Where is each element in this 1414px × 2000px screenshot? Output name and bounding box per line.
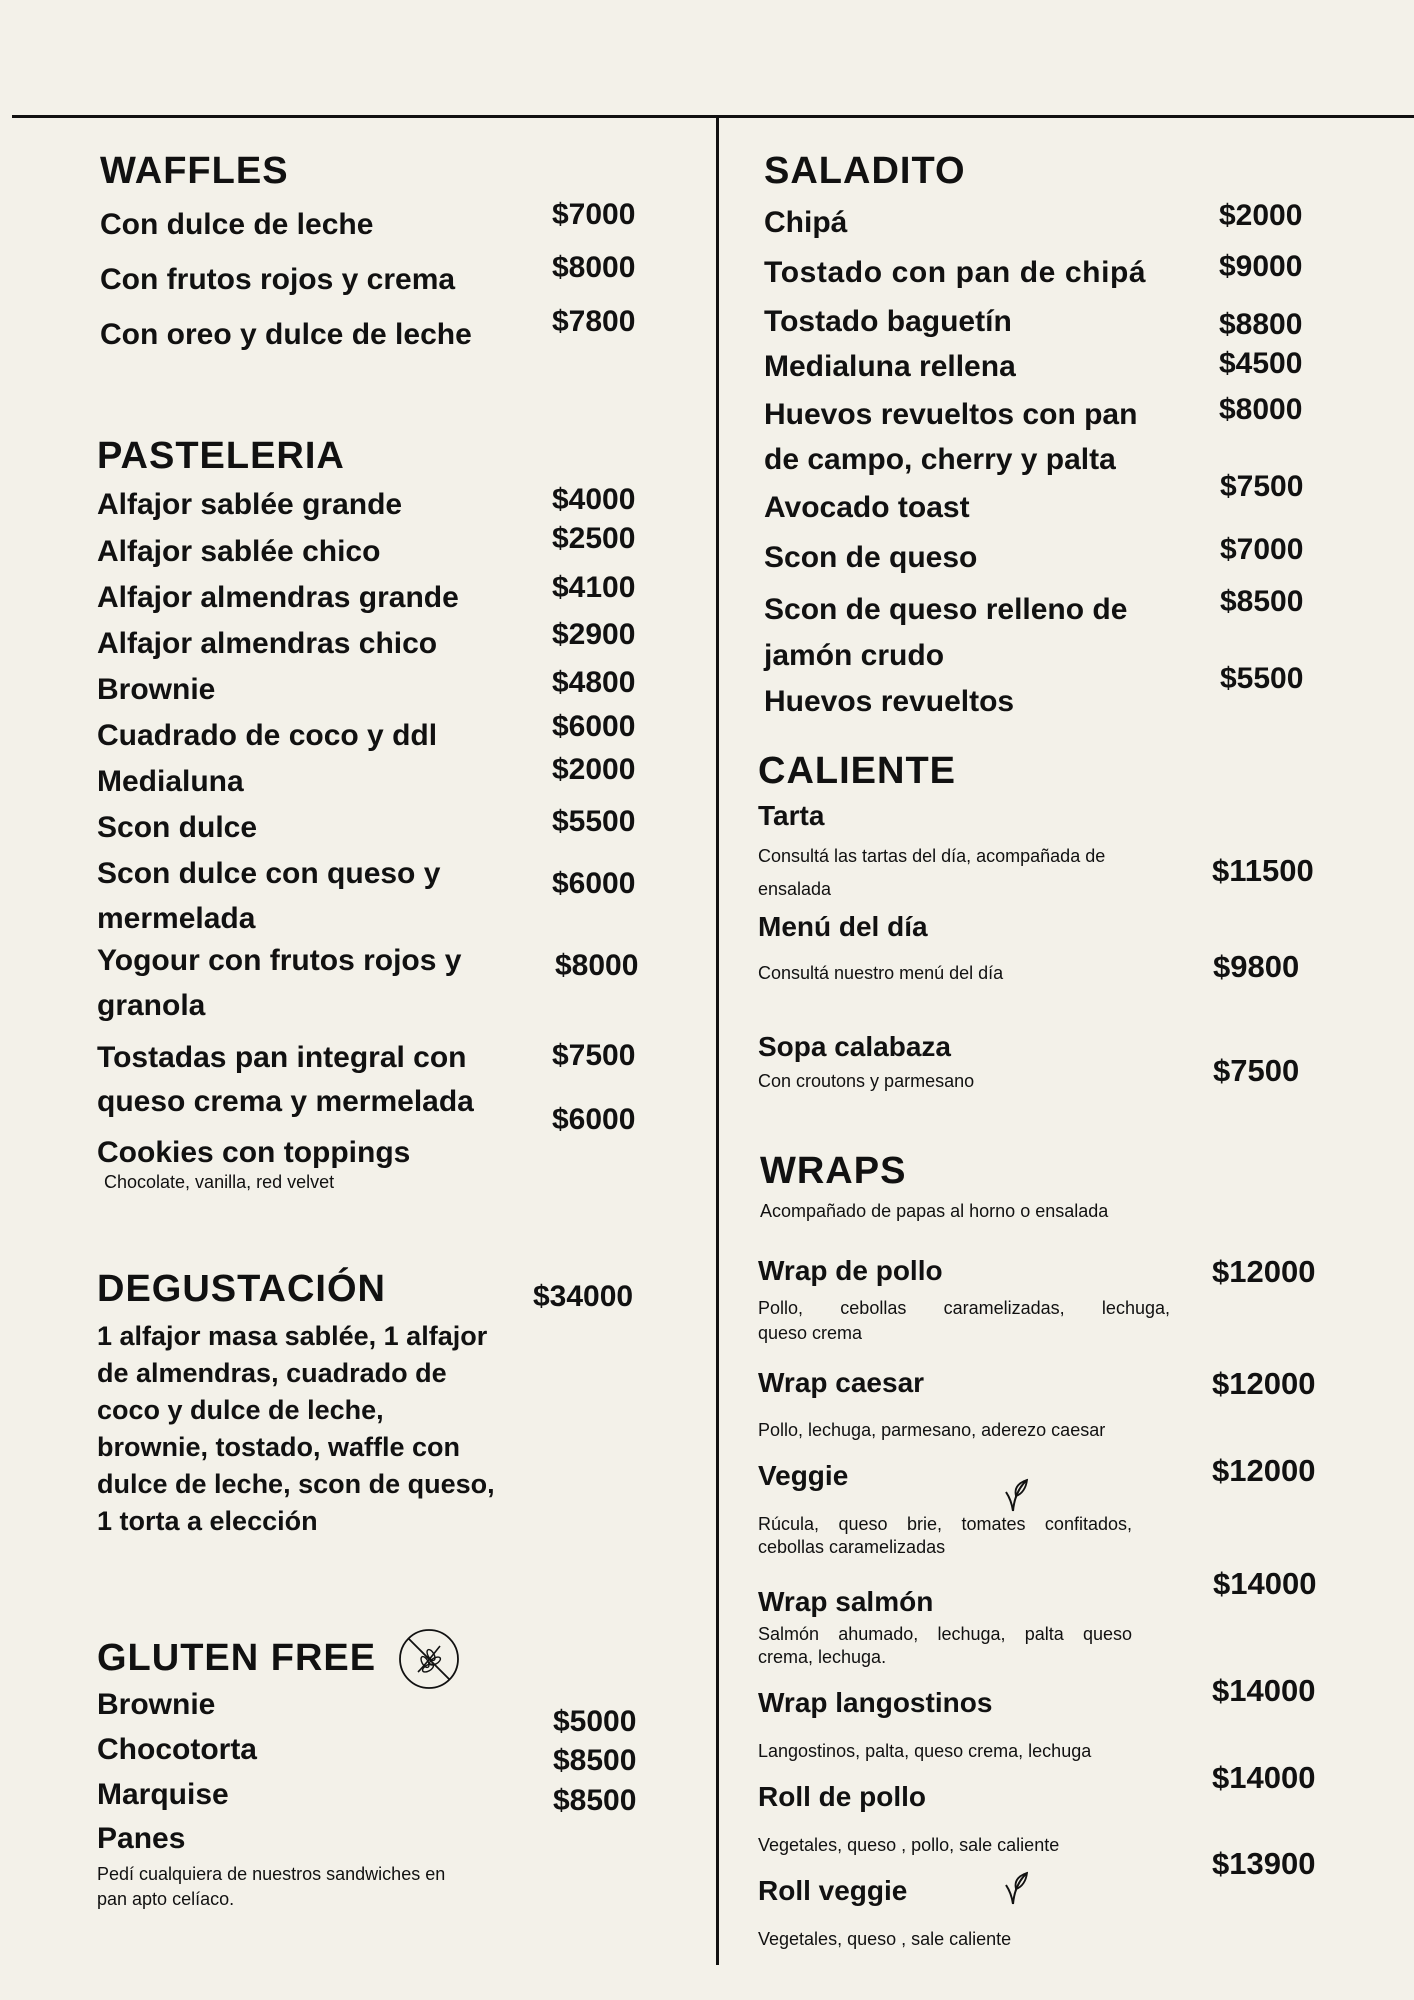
menu-item-name: Marquise — [97, 1778, 229, 1811]
menu-item-name: Panes — [97, 1822, 186, 1855]
veggie-leaf-icon — [1000, 1478, 1030, 1512]
menu-item-price: $7800 — [552, 305, 636, 338]
description-line: de almendras, cuadrado de — [97, 1358, 447, 1388]
section-subtitle: Acompañado de papas al horno o ensalada — [760, 1201, 1109, 1221]
menu-item-description: Consultá las tartas del día, acompañada de — [758, 846, 1106, 866]
menu-item-price: $2900 — [552, 618, 636, 651]
menu-item-name: Tostado baguetín — [764, 305, 1012, 338]
menu-item-name: Chocotorta — [97, 1733, 257, 1766]
description-line: 1 torta a elección — [97, 1506, 318, 1536]
menu-item-price: $8000 — [552, 251, 636, 284]
menu-item-price: $6000 — [552, 1103, 636, 1136]
degustacion-description — [97, 1318, 537, 1540]
menu-item-name: Tostado con pan de chipá — [764, 256, 1147, 289]
menu-item-price: $7500 — [1213, 1053, 1300, 1088]
menu-item-name: Medialuna rellena — [764, 350, 1016, 383]
menu-item-name: Wrap caesar — [758, 1367, 925, 1398]
veggie-leaf-icon — [1000, 1871, 1030, 1905]
menu-item-name: Cookies con toppings — [97, 1136, 411, 1169]
section-title-saladito: SALADITO — [764, 150, 966, 192]
section-title-degustacion: DEGUSTACIÓN — [97, 1268, 386, 1310]
menu-item-description: Rúcula, queso brie, tomates confitados, — [758, 1514, 1132, 1534]
menu-item-name: Avocado toast — [764, 491, 970, 524]
section-title-waffles: WAFFLES — [100, 150, 289, 192]
menu-item-price: $8000 — [1219, 393, 1303, 426]
menu-item-price: $11500 — [1212, 853, 1314, 888]
menu-item-name: Scon dulce con queso y — [97, 857, 441, 890]
menu-item-name: Con frutos rojos y crema — [100, 263, 456, 296]
menu-item-description: crema, lechuga. — [758, 1647, 887, 1667]
menu-item-price: $5500 — [1220, 662, 1304, 695]
menu-item-name: Brownie — [97, 1688, 216, 1721]
menu-item-price: $13900 — [1212, 1846, 1316, 1881]
menu-item-name: Alfajor sablée chico — [97, 535, 381, 568]
section-title-gluten-free: GLUTEN FREE — [97, 1637, 377, 1679]
menu-item-name: jamón crudo — [764, 639, 945, 672]
menu-item-name: Brownie — [97, 673, 216, 706]
top-divider — [12, 115, 1414, 118]
menu-item-name: Alfajor almendras chico — [97, 627, 438, 660]
column-divider — [716, 115, 719, 1965]
menu-item-price: $7000 — [552, 198, 636, 231]
menu-item-description: Pollo, lechuga, parmesano, aderezo caesar — [758, 1420, 1106, 1440]
menu-item-description: Langostinos, palta, queso crema, lechuga — [758, 1741, 1092, 1761]
menu-item-description: Salmón ahumado, lechuga, palta queso — [758, 1624, 1132, 1644]
menu-item-name: mermelada — [97, 902, 256, 935]
menu-item-price: $4500 — [1219, 347, 1303, 380]
menu-item-price: $6000 — [552, 867, 636, 900]
menu-item-price: $2000 — [1219, 199, 1303, 232]
menu-item-price: $12000 — [1212, 1366, 1316, 1401]
menu-item-name: Alfajor almendras grande — [97, 581, 459, 614]
section-title-wraps: WRAPS — [760, 1150, 907, 1192]
menu-item-name: granola — [97, 989, 206, 1022]
menu-item-price: $4100 — [552, 571, 636, 604]
menu-item-description: Pedí cualquiera de nuestros sandwiches en — [97, 1864, 446, 1884]
menu-item-name: Roll veggie — [758, 1875, 908, 1906]
menu-item-name: Wrap langostinos — [758, 1687, 993, 1718]
menu-item-name: Huevos revueltos con pan — [764, 398, 1138, 431]
menu-item-price: $7500 — [1220, 470, 1304, 503]
menu-item-description: Pollo, cebollas caramelizadas, lechuga, — [758, 1298, 1170, 1318]
menu-item-price: $14000 — [1212, 1760, 1316, 1795]
menu-item-name: Veggie — [758, 1460, 849, 1491]
menu-item-name: Yogour con frutos rojos y — [97, 944, 462, 977]
menu-item-name: Roll de pollo — [758, 1781, 926, 1812]
menu-item-price: $12000 — [1212, 1254, 1316, 1289]
menu-item-description: Con croutons y parmesano — [758, 1071, 975, 1091]
menu-item-price: $8000 — [555, 949, 639, 982]
description-line: coco y dulce de leche, — [97, 1395, 384, 1425]
menu-item-name: Scon de queso — [764, 541, 978, 574]
menu-item-description: Vegetales, queso , pollo, sale caliente — [758, 1835, 1060, 1855]
menu-item-price: $34000 — [533, 1280, 634, 1313]
menu-item-price: $7500 — [552, 1039, 636, 1072]
menu-item-name: Menú del día — [758, 911, 928, 942]
menu-item-description: pan apto celíaco. — [97, 1889, 235, 1909]
menu-item-price: $8500 — [553, 1744, 637, 1777]
menu-item-price: $9800 — [1213, 949, 1300, 984]
menu-item-name: Scon de queso relleno de — [764, 593, 1128, 626]
description-line: dulce de leche, scon de queso, — [97, 1469, 495, 1499]
menu-item-name: Tostadas pan integral con — [97, 1041, 467, 1074]
menu-item-name: Wrap salmón — [758, 1586, 934, 1617]
menu-item-price: $4800 — [552, 666, 636, 699]
gluten-free-icon — [398, 1628, 460, 1690]
menu-item-name: Tarta — [758, 800, 825, 831]
menu-item-name: Chipá — [764, 206, 848, 239]
menu-item-name: Medialuna — [97, 765, 244, 798]
menu-item-price: $9000 — [1219, 250, 1303, 283]
menu-item-name: Cuadrado de coco y ddl — [97, 719, 438, 752]
menu-item-name: Scon dulce — [97, 811, 258, 844]
menu-item-name: Con oreo y dulce de leche — [100, 318, 472, 351]
menu-item-name: Con dulce de leche — [100, 208, 374, 241]
menu-item-description: Vegetales, queso , sale caliente — [758, 1929, 1012, 1949]
menu-item-price: $7000 — [1220, 533, 1304, 566]
menu-item-description: ensalada — [758, 879, 832, 899]
menu-item-price: $8500 — [553, 1784, 637, 1817]
menu-item-price: $14000 — [1212, 1673, 1316, 1708]
menu-item-name: queso crema y mermelada — [97, 1085, 474, 1118]
menu-item-price: $8500 — [1220, 585, 1304, 618]
menu-item-price: $2500 — [552, 522, 636, 555]
menu-item-description: Consultá nuestro menú del día — [758, 963, 1004, 983]
menu-item-price: $4000 — [552, 483, 636, 516]
section-title-pasteleria: PASTELERIA — [97, 435, 345, 477]
menu-item-price: $14000 — [1213, 1566, 1317, 1601]
menu-item-price: $2000 — [552, 753, 636, 786]
menu-item-price: $5000 — [553, 1705, 637, 1738]
menu-item-price: $12000 — [1212, 1453, 1316, 1488]
menu-item-price: $6000 — [552, 710, 636, 743]
menu-item-name: Wrap de pollo — [758, 1255, 943, 1286]
description-line: 1 alfajor masa sablée, 1 alfajor — [97, 1321, 488, 1351]
description-line: brownie, tostado, waffle con — [97, 1432, 461, 1462]
menu-item-name: Sopa calabaza — [758, 1031, 951, 1062]
section-title-caliente: CALIENTE — [758, 750, 956, 792]
menu-item-name: de campo, cherry y palta — [764, 443, 1116, 476]
menu-item-description: queso crema — [758, 1323, 863, 1343]
menu-item-price: $8800 — [1219, 308, 1303, 341]
menu-item-description: Chocolate, vanilla, red velvet — [104, 1172, 335, 1192]
menu-item-name: Alfajor sablée grande — [97, 488, 403, 521]
menu-item-description: cebollas caramelizadas — [758, 1537, 946, 1557]
menu-item-price: $5500 — [552, 805, 636, 838]
menu-item-name: Huevos revueltos — [764, 685, 1015, 718]
